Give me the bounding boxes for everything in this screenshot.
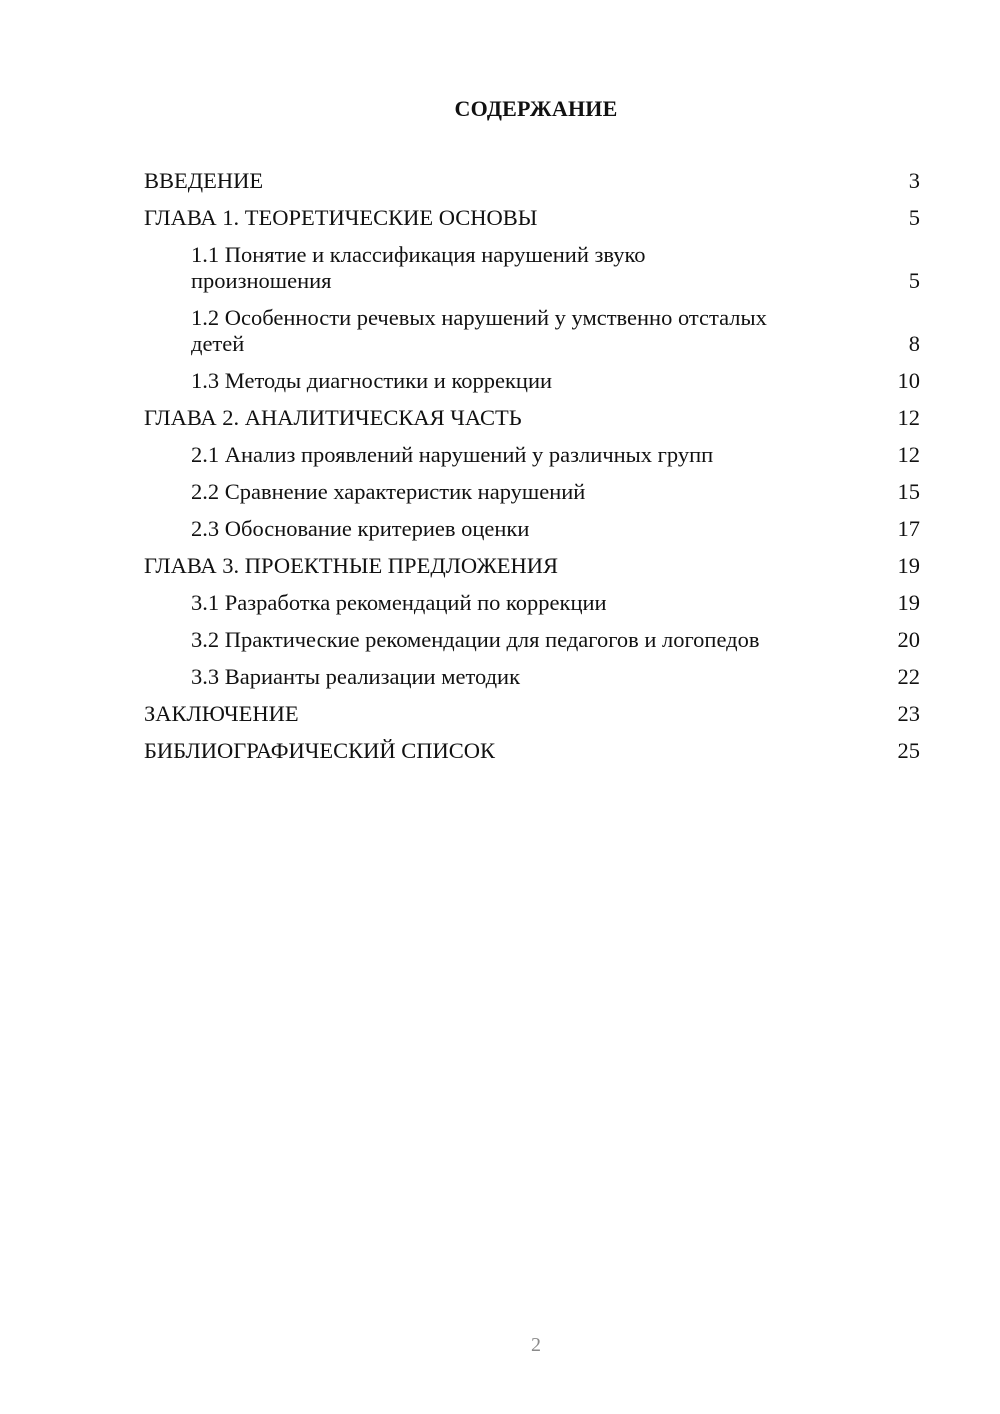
toc-entry-section-2-3[interactable] (144, 516, 920, 542)
toc-entry-chapter-2[interactable] (144, 405, 920, 431)
toc-entry-label: ЗАКЛЮЧЕНИЕ (144, 701, 299, 726)
page-number: 2 (531, 1334, 541, 1356)
toc-entry-label: 3.3 Варианты реализации методик (191, 664, 521, 689)
toc-entry-page: 19 (897, 590, 920, 615)
toc-entry-label: ВВЕДЕНИЕ (144, 168, 264, 193)
toc-entry-label: 2.3 Обоснование критериев оценки (191, 516, 530, 541)
toc-entry-page: 5 (908, 205, 920, 230)
toc-entry-label: ГЛАВА 1. ТЕОРЕТИЧЕСКИЕ ОСНОВЫ (144, 205, 538, 230)
toc-entry-label (144, 305, 871, 357)
toc-entry-page: 10 (897, 368, 920, 393)
toc-entry-page: 3 (908, 168, 920, 193)
toc-entry-label: ГЛАВА 3. ПРОЕКТНЫЕ ПРЕДЛОЖЕНИЯ (144, 553, 559, 578)
toc-entry-label-line1: 1.2 Особенности речевых нарушений у умственно отсталых (191, 305, 767, 330)
toc-entry-section-1-2[interactable] (144, 305, 920, 357)
toc-entry-page: 8 (908, 331, 920, 356)
toc-entry-page: 25 (897, 738, 920, 763)
toc-entry-page: 12 (897, 442, 920, 467)
toc-entry-page: 15 (897, 479, 920, 504)
toc-entry-label-line1: 1.1 Понятие и классификация нарушений звуко (191, 242, 646, 267)
toc-entry-introduction[interactable] (144, 168, 920, 194)
toc-entry-chapter-1[interactable] (144, 205, 920, 231)
toc-entry-bibliography[interactable] (144, 738, 920, 764)
toc-entry-section-2-1[interactable] (144, 442, 920, 468)
toc-entry-label: 2.1 Анализ проявлений нарушений у различных групп (191, 442, 714, 467)
toc-entry-page: 20 (897, 627, 920, 652)
toc-entry-label: 3.2 Практические рекомендации для педагогов и логопедов (191, 627, 760, 652)
toc-entry-chapter-3[interactable] (144, 553, 920, 579)
toc-entry-conclusion[interactable] (144, 701, 920, 727)
toc-entry-section-3-3[interactable] (144, 664, 920, 690)
toc-entry-section-3-2[interactable] (144, 627, 920, 653)
toc-entry-page: 22 (897, 664, 920, 689)
toc-entry-label: 3.1 Разработка рекомендаций по коррекции (191, 590, 607, 615)
toc-entry-label: ГЛАВА 2. АНАЛИТИЧЕСКАЯ ЧАСТЬ (144, 405, 522, 430)
toc-entry-section-3-1[interactable] (144, 590, 920, 616)
toc-entry-section-1-3[interactable] (144, 368, 920, 394)
toc-entry-page: 19 (897, 553, 920, 578)
toc-entry-page: 12 (897, 405, 920, 430)
toc-entry-section-1-1[interactable] (144, 242, 920, 294)
toc-entry-page: 5 (908, 268, 920, 293)
table-of-contents (144, 168, 920, 775)
page-title: СОДЕРЖАНИЕ (454, 96, 618, 121)
toc-entry-label (144, 242, 871, 294)
toc-entry-page: 17 (897, 516, 920, 541)
toc-entry-label-line2: произношения (191, 268, 332, 293)
toc-entry-label: 2.2 Сравнение характеристик нарушений (191, 479, 586, 504)
toc-entry-label-line2: детей (191, 331, 245, 356)
toc-entry-label: БИБЛИОГРАФИЧЕСКИЙ СПИСОК (144, 738, 496, 763)
toc-entry-section-2-2[interactable] (144, 479, 920, 505)
toc-entry-page: 23 (897, 701, 920, 726)
toc-entry-label: 1.3 Методы диагностики и коррекции (191, 368, 553, 393)
